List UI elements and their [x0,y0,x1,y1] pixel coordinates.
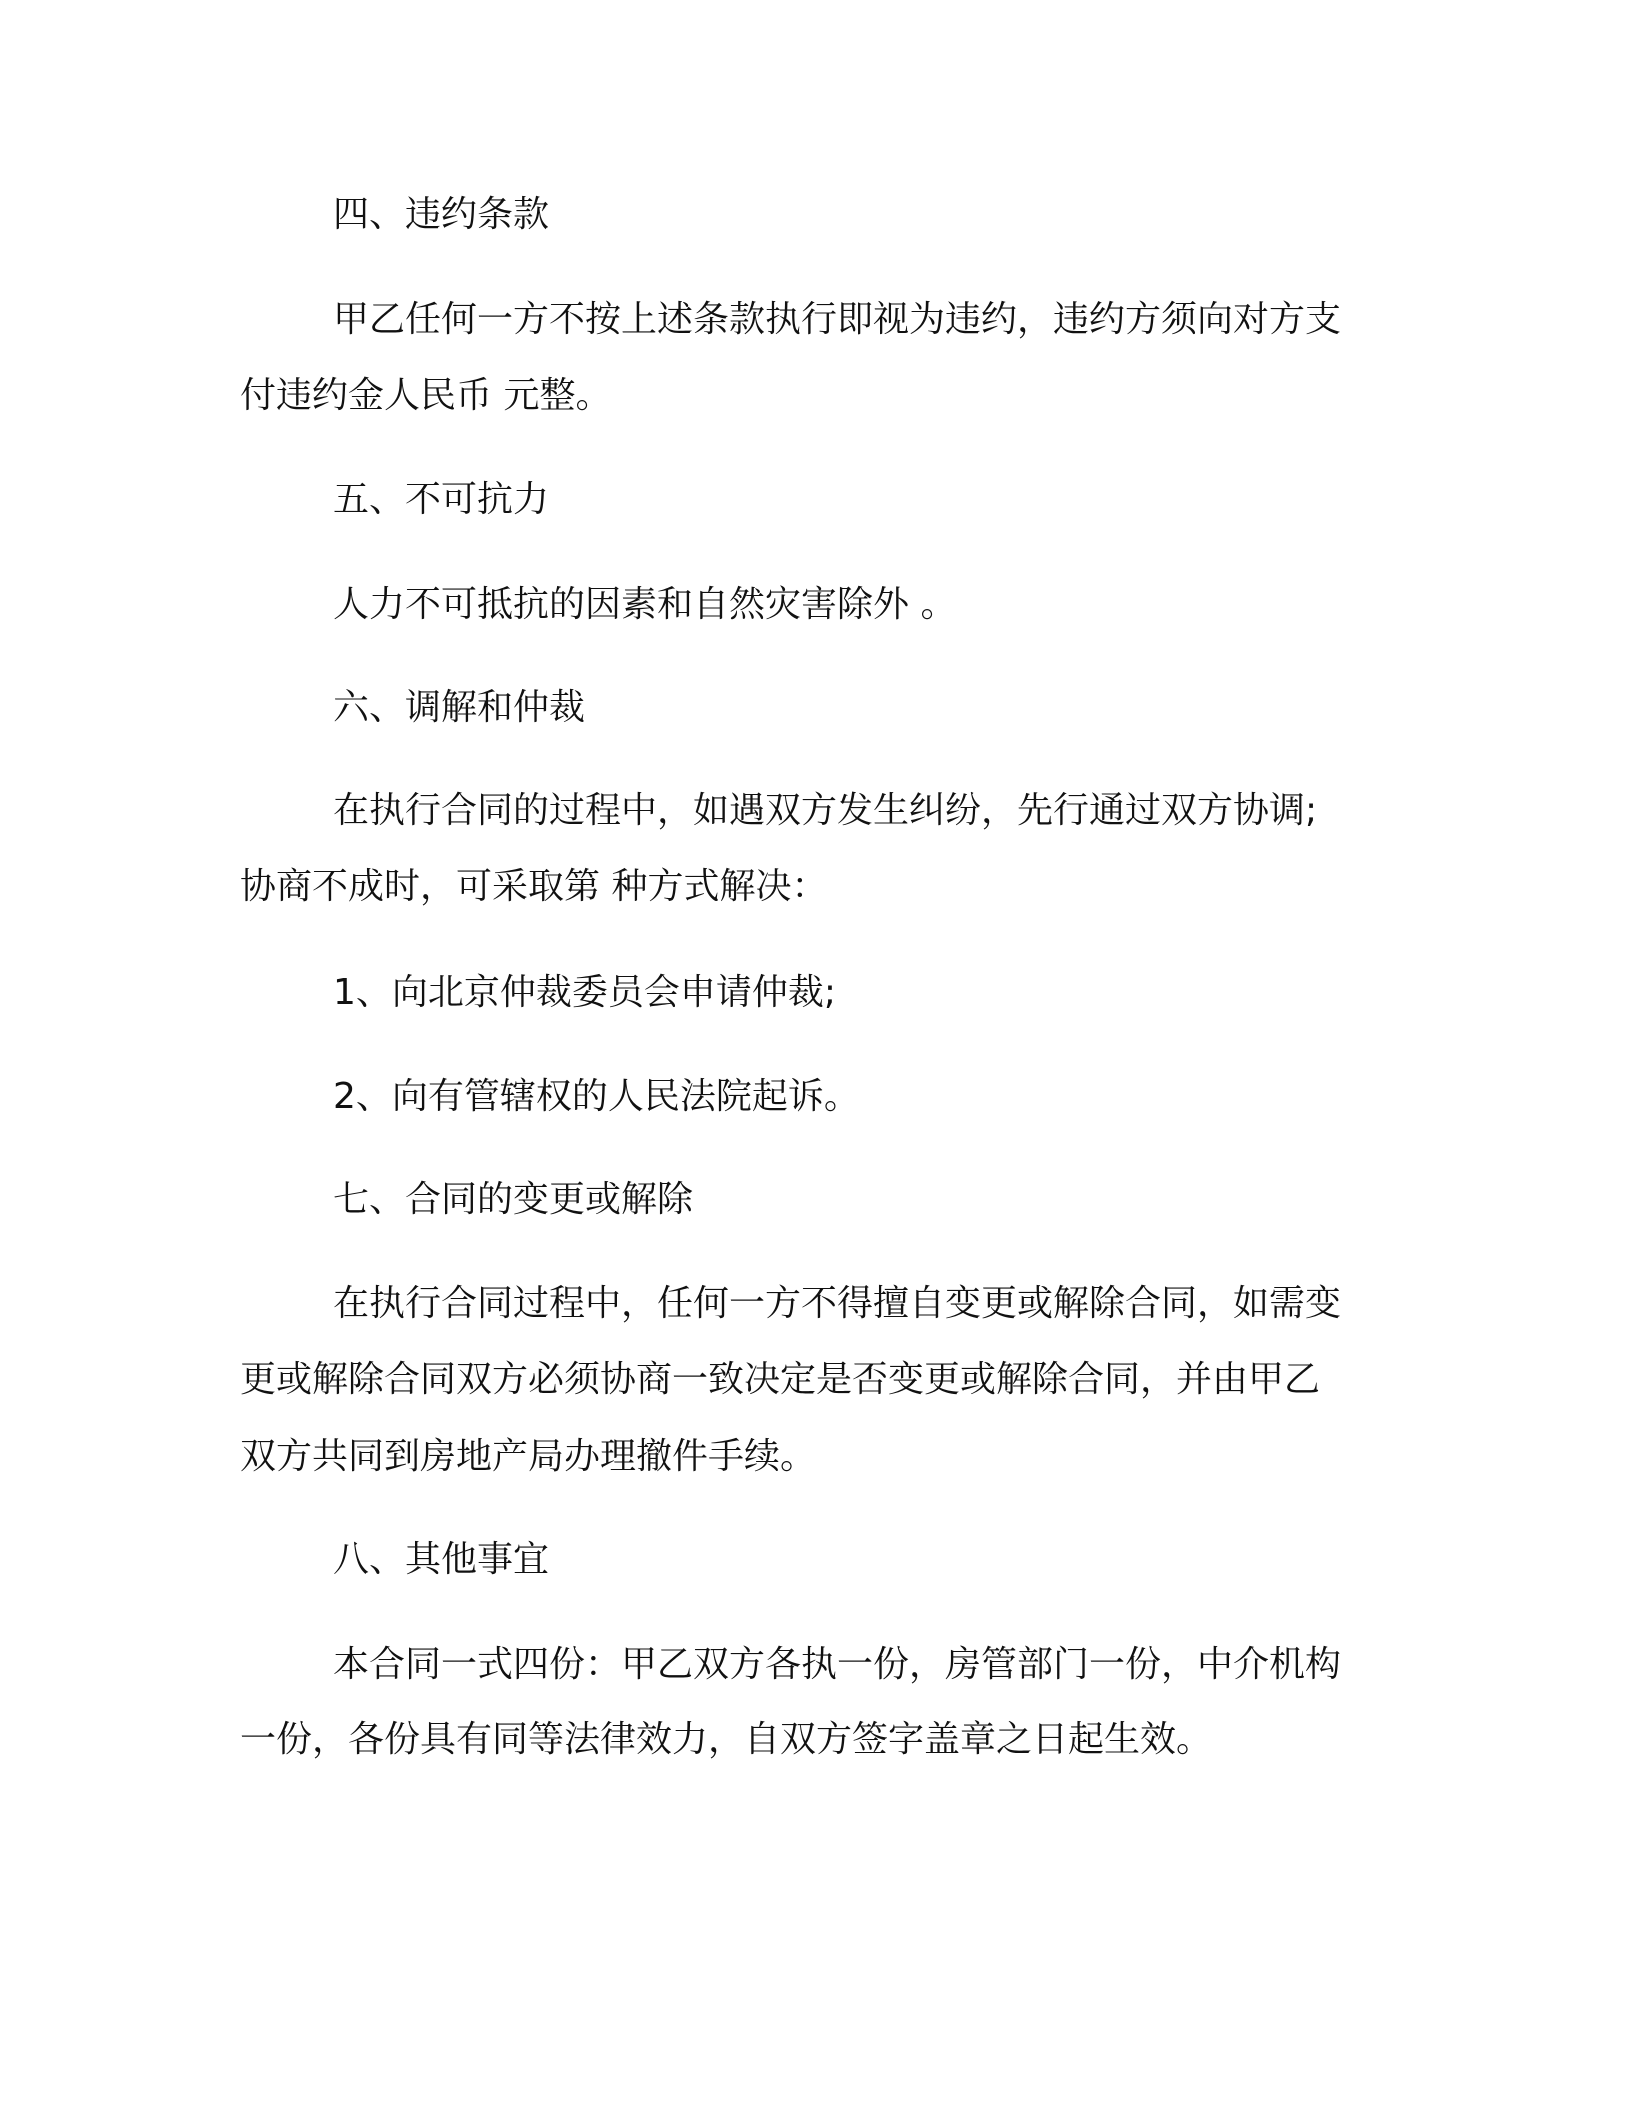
section-heading-other-matters: 八、其他事宜 [333,1539,550,1580]
paragraph-line: 人力不可抵抗的因素和自然灾害除外 。 [333,584,957,625]
paragraph-line: 付违约金人民币 元整。 [240,375,612,416]
list-item: 1、向北京仲裁委员会申请仲裁; [333,972,837,1013]
section-heading-mediation-arbitration: 六、调解和仲裁 [333,687,586,728]
section-heading-breach: 四、违约条款 [333,194,550,235]
paragraph-line: 甲乙任何一方不按上述条款执行即视为违约，违约方须向对方支 [333,299,1342,340]
paragraph-line: 双方共同到房地产局办理撤件手续。 [240,1436,817,1477]
paragraph-line: 协商不成时，可采取第 种方式解决： [240,866,828,907]
paragraph-line: 更或解除合同双方必须协商一致决定是否变更或解除合同，并由甲乙 [240,1359,1321,1400]
paragraph-line: 一份，各份具有同等法律效力，自双方签字盖章之日起生效。 [240,1719,1213,1760]
paragraph-line: 在执行合同的过程中，如遇双方发生纠纷，先行通过双方协调; [333,790,1318,831]
list-item: 2、向有管辖权的人民法院起诉。 [333,1076,860,1117]
paragraph-line: 在执行合同过程中，任何一方不得擅自变更或解除合同，如需变 [333,1283,1342,1324]
section-heading-force-majeure: 五、不可抗力 [333,479,550,520]
section-heading-amendment-termination: 七、合同的变更或解除 [333,1179,694,1220]
paragraph-line: 本合同一式四份：甲乙双方各执一份，房管部门一份，中介机构 [333,1644,1342,1685]
